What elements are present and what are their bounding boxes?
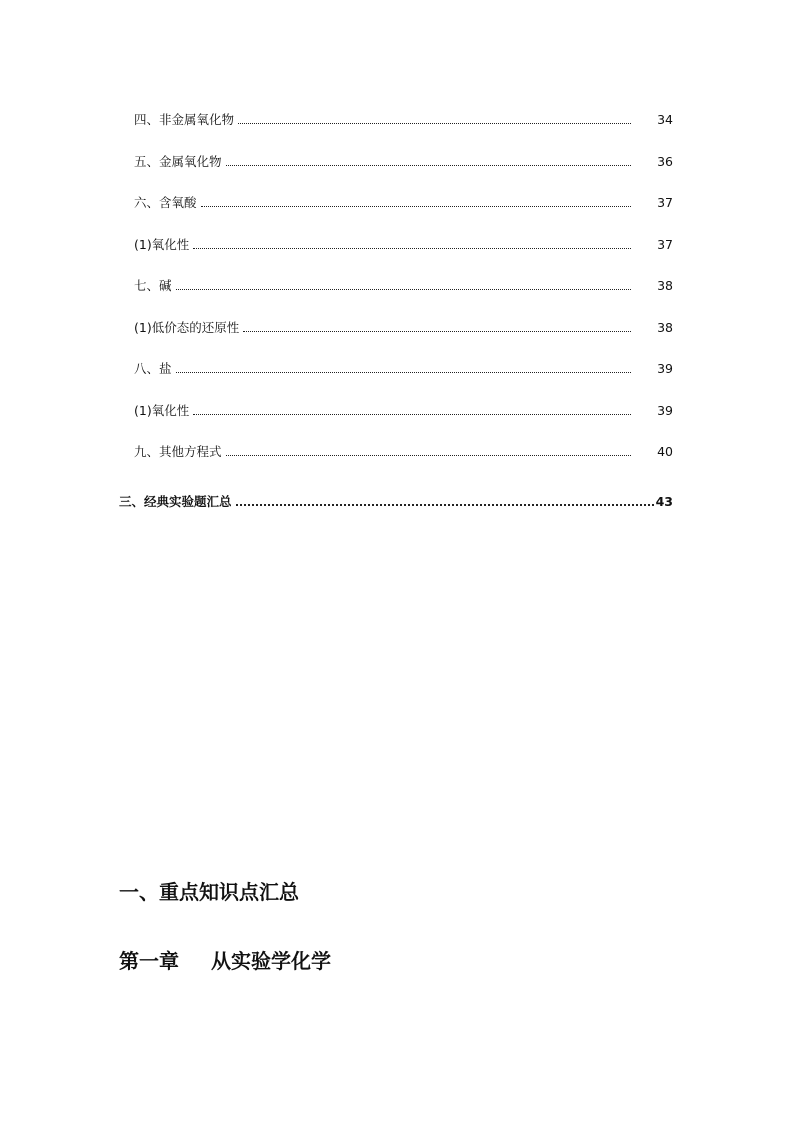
toc-entry-page: 38 xyxy=(657,278,673,293)
dot-leader xyxy=(193,248,631,249)
toc-entry[interactable] xyxy=(134,316,673,336)
chapter-number: 第一章 xyxy=(119,949,179,973)
toc-section-entry[interactable] xyxy=(119,490,673,510)
toc-entry-label: (1)氧化性 xyxy=(134,237,190,252)
dot-leader xyxy=(238,123,631,124)
toc-entry[interactable] xyxy=(134,108,673,128)
toc-entry[interactable] xyxy=(134,191,673,211)
toc-entry-page: 34 xyxy=(657,112,673,127)
dot-leader xyxy=(236,504,654,506)
toc-section-label: 三、经典实验题汇总 xyxy=(119,494,232,509)
dot-leader xyxy=(176,372,632,373)
toc-entry[interactable] xyxy=(134,150,673,170)
toc-entry-label: 八、盐 xyxy=(134,361,172,376)
toc-section-page: 43 xyxy=(655,494,673,509)
part-title: 一、重点知识点汇总 xyxy=(119,880,299,904)
toc-entry-label: (1)低价态的还原性 xyxy=(134,320,240,335)
toc-entry-label: 四、非金属氧化物 xyxy=(134,112,235,127)
toc-entry[interactable] xyxy=(134,440,673,460)
dot-leader xyxy=(176,289,632,290)
toc-entry[interactable] xyxy=(134,233,673,253)
toc-entry-page: 37 xyxy=(657,195,673,210)
toc-entry-page: 38 xyxy=(657,320,673,335)
toc-entry-page: 36 xyxy=(657,154,673,169)
toc-entry-page: 40 xyxy=(657,444,673,459)
toc-entry-page: 39 xyxy=(657,361,673,376)
toc-entry[interactable] xyxy=(134,274,673,294)
dot-leader xyxy=(243,331,631,332)
dot-leader xyxy=(193,414,631,415)
dot-leader xyxy=(201,206,632,207)
chapter-heading xyxy=(119,945,331,974)
toc-entry[interactable] xyxy=(134,399,673,419)
toc-entry-label: (1)氧化性 xyxy=(134,403,190,418)
toc-entry-label: 六、含氧酸 xyxy=(134,195,197,210)
toc-entry-page: 37 xyxy=(657,237,673,252)
toc-entry-label: 五、金属氧化物 xyxy=(134,154,222,169)
chapter-title: 从实验学化学 xyxy=(211,949,331,973)
dot-leader xyxy=(226,165,632,166)
toc-entry-label: 七、碱 xyxy=(134,278,172,293)
dot-leader xyxy=(226,455,632,456)
toc-entry[interactable] xyxy=(134,357,673,377)
toc-entry-label: 九、其他方程式 xyxy=(134,444,222,459)
toc-entry-page: 39 xyxy=(657,403,673,418)
